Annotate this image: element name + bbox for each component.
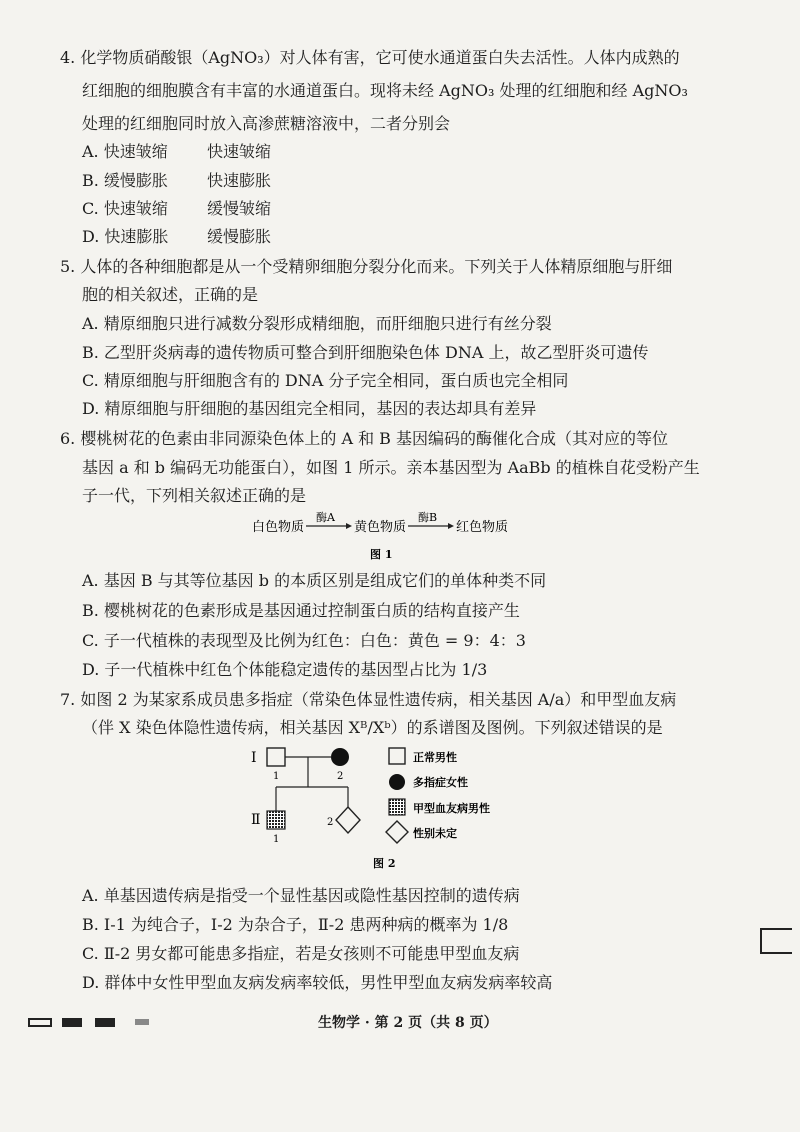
q4-option-c [82,198,382,220]
option-col2: 快速皱缩 [207,142,272,161]
pedigree-ii2-sex-unknown [336,807,360,833]
q7-option-d: D. 群体中女性甲型血友病发病率较低，男性甲型血友病发病率较高 [82,973,553,992]
q6-option-c: C. 子一代植株的表现型及比例为红色：白色：黄色 = 9：4：3 [82,631,526,650]
q4-stem-line: 红细胞的细胞膜含有丰富的水通道蛋白。现将未经 AgNO₃ 处理的红细胞和经 AgNO₃ [82,81,688,100]
q6-option-d: D. 子一代植株中红色个体能稳定遗传的基因型占比为 1/3 [82,660,488,679]
legend-affected-female-icon [389,774,405,790]
q4-stem-line: 4. 化学物质硝酸银（AgNO₃）对人体有害，它可使水通道蛋白失去活性。人体内成熟的 [60,48,680,67]
page-footer [0,1012,800,1036]
q6-stem-line: 基因 a 和 b 编码无功能蛋白），如图 1 所示。亲本基因型为 AaBb 的植株自花受粉产生 [82,458,700,477]
pedigree-ii2-number: 2 [327,817,334,828]
q6-option-b: B. 樱桃树花的色素形成是基因通过控制蛋白质的结构直接产生 [82,601,520,620]
legend-sex-unknown-icon [386,821,408,843]
legend-affected-female: 多指症女性 [413,776,468,789]
q4-option-d [82,226,382,248]
pedigree-i1-number: 1 [273,771,280,782]
legend-normal-male-icon [389,748,405,764]
q5-option-b: B. 乙型肝炎病毒的遗传物质可整合到肝细胞染色体 DNA 上，故乙型肝炎可遗传 [82,343,649,362]
option-col2: 缓慢皱缩 [207,199,272,218]
q6-option-a: A. 基因 B 与其等位基因 b 的本质区别是组成它们的单体种类不同 [82,571,547,590]
white-substance: 白色物质 [252,520,305,535]
q7-stem-line: 7. 如图 2 为某家系成员患多指症（常染色体显性遗传病，相关基因 A/a）和甲型血友病 [60,690,677,709]
option-label: C. 快速皱缩 [82,199,168,218]
pedigree-i2-number: 2 [337,771,344,782]
figure-2-caption: 图 2 [373,857,396,870]
footer-mark-grey [135,1019,149,1025]
enzyme-a-label: 酶A [316,511,335,524]
option-col2: 缓慢膨胀 [207,227,272,246]
q5-option-c: C. 精原细胞与肝细胞含有的 DNA 分子完全相同，蛋白质也完全相同 [82,371,569,390]
yellow-substance: 黄色物质 [354,520,407,535]
figure-1-pathway [250,508,530,566]
footer-mark-solid [62,1018,82,1027]
generation-1-label: Ⅰ [251,750,257,766]
legend-hemophilia-male: 甲型血友病男性 [413,802,490,815]
arrow-a-head [346,523,352,529]
q5-option-a: A. 精原细胞只进行减数分裂形成精细胞，而肝细胞只进行有丝分裂 [82,314,552,333]
pedigree-i1-normal-male [267,748,285,766]
pedigree-ii1-hemophilia-male [267,811,285,829]
enzyme-b-label: 酶B [418,511,438,524]
q7-option-b: B. Ⅰ-1 为纯合子，Ⅰ-2 为杂合子，Ⅱ-2 患两种病的概率为 1/8 [82,915,509,934]
option-label: B. 缓慢膨胀 [82,171,168,190]
arrow-b-head [448,523,454,529]
generation-2-label: Ⅱ [251,812,261,828]
figure-2-pedigree [245,745,535,873]
option-col2: 快速膨胀 [207,171,272,190]
margin-bracket [760,928,792,954]
legend-hemophilia-male-icon [389,799,405,815]
q5-stem-line: 5. 人体的各种细胞都是从一个受精卵细胞分裂分化而来。下列关于人体精原细胞与肝细 [60,257,673,276]
q7-option-c: C. Ⅱ-2 男女都可能患多指症，若是女孩则不可能患甲型血友病 [82,944,520,963]
q4-option-b [82,170,382,192]
pedigree-ii1-number: 1 [273,834,280,845]
legend-sex-unknown: 性别未定 [413,827,457,840]
option-label: A. 快速皱缩 [82,142,168,161]
footer-mark-outline [28,1018,52,1027]
q5-stem-line: 胞的相关叙述，正确的是 [82,285,259,304]
page-number: 生物学 · 第 2 页（共 8 页） [318,1015,498,1031]
red-substance: 红色物质 [456,520,509,535]
footer-mark-solid [95,1018,115,1027]
q7-stem-line: （伴 X 染色体隐性遗传病，相关基因 Xᴮ/Xᵇ）的系谱图及图例。下列叙述错误的是 [82,718,663,737]
q4-option-a [82,141,382,163]
q4-stem-line: 处理的红细胞同时放入高渗蔗糖溶液中，二者分别会 [82,114,451,133]
q6-stem-line: 子一代，下列相关叙述正确的是 [82,486,307,505]
pedigree-i2-affected-female [331,748,349,766]
figure-1-caption: 图 1 [370,548,393,561]
q7-option-a: A. 单基因遗传病是指受一个显性基因或隐性基因控制的遗传病 [82,886,520,905]
q6-stem-line: 6. 樱桃树花的色素由非同源染色体上的 A 和 B 基因编码的酶催化合成（其对应的等位 [60,429,669,448]
option-label: D. 快速膨胀 [82,227,169,246]
q5-option-d: D. 精原细胞与肝细胞的基因组完全相同，基因的表达却具有差异 [82,399,537,418]
legend-normal-male: 正常男性 [413,751,457,764]
